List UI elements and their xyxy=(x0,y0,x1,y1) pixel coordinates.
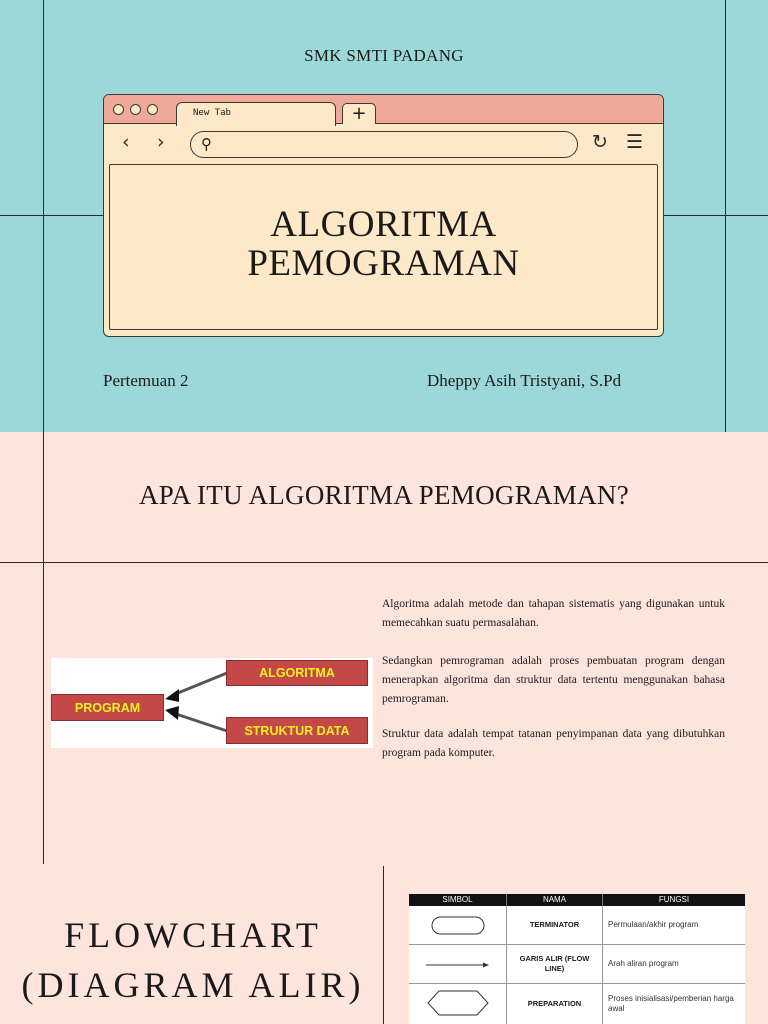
program-box: PROGRAM xyxy=(51,694,164,721)
row-name: GARIS ALIR (FLOW LINE) xyxy=(507,945,603,983)
title-line-1: ALGORITMA xyxy=(270,204,497,245)
struktur-data-box: STRUKTUR DATA xyxy=(226,717,368,744)
definition-slide xyxy=(0,432,768,864)
window-dot-icon xyxy=(113,104,124,115)
window-dot-icon xyxy=(147,104,158,115)
arrow-head-top xyxy=(165,689,179,702)
arrow-line-top xyxy=(173,673,227,695)
table-row xyxy=(409,984,745,1024)
program-diagram xyxy=(51,658,373,748)
browser-nav-bar xyxy=(104,124,663,164)
slide-heading: APA ITU ALGORITMA PEMOGRAMAN? xyxy=(139,480,629,510)
search-icon: ⚲ xyxy=(201,135,212,153)
row-name: TERMINATOR xyxy=(507,906,603,944)
row-function: Proses inisialisasi/pemberian harga awal xyxy=(608,994,734,1013)
meeting-label: Pertemuan 2 xyxy=(103,371,189,390)
table-header xyxy=(409,894,745,906)
forward-icon: › xyxy=(157,131,165,153)
flowchart-title xyxy=(0,910,386,1010)
new-tab-icon: + xyxy=(342,103,376,124)
address-bar xyxy=(190,131,578,158)
preparation-symbol-icon xyxy=(409,984,507,1024)
flowchart-title-line-1: FLOWCHART xyxy=(64,915,322,955)
paragraph-struktur-data: Struktur data adalah tempat tatanan penyimpanan data yang dibutuhkan program pada komputer. xyxy=(382,728,725,759)
browser-window-illustration xyxy=(103,94,664,337)
arrow-head-bottom xyxy=(165,706,179,720)
algoritma-box: ALGORITMA xyxy=(226,660,368,686)
reload-icon: ↻ xyxy=(592,131,608,153)
title-line-2: PEMOGRAMAN xyxy=(247,243,520,284)
presentation-title xyxy=(110,205,657,283)
school-name: SMK SMTI PADANG xyxy=(304,46,464,65)
back-icon: ‹ xyxy=(122,131,130,153)
browser-title-bar xyxy=(104,95,663,124)
browser-content-area xyxy=(109,164,658,330)
terminator-symbol-icon xyxy=(409,906,507,944)
flow-line-symbol-icon xyxy=(409,945,507,983)
paragraph-pemrograman: Sedangkan pemrograman adalah proses pembuatan program dengan menerapkan algoritma dan struktur data tertentu menggunakan bahasa pemrograman. xyxy=(382,655,725,705)
flowchart-slide xyxy=(0,864,768,1024)
author-name: Dheppy Asih Tristyani, S.Pd xyxy=(427,371,622,390)
header-symbol: SIMBOL xyxy=(409,894,507,906)
row-function: Arah aliran program xyxy=(608,959,679,968)
header-function: FUNGSI xyxy=(658,895,690,904)
window-dot-icon xyxy=(130,104,141,115)
row-function: Permulaan/akhir program xyxy=(608,920,699,929)
row-name: PREPARATION xyxy=(507,984,603,1024)
decorative-horizontal-line xyxy=(0,562,768,563)
header-name: NAMA xyxy=(507,894,603,906)
arrow-line-bottom xyxy=(173,713,227,731)
title-slide xyxy=(0,0,768,432)
flowchart-title-line-2: (DIAGRAM ALIR) xyxy=(21,965,365,1005)
flowchart-symbol-table xyxy=(409,894,745,1024)
browser-tab: New Tab xyxy=(176,102,336,126)
paragraph-algoritma: Algoritma adalah metode dan tahapan sistematis yang digunakan untuk memecahkan suatu permasalahan. xyxy=(382,598,725,629)
menu-icon: ☰ xyxy=(626,131,644,153)
table-row xyxy=(409,906,745,945)
table-row xyxy=(409,945,745,984)
